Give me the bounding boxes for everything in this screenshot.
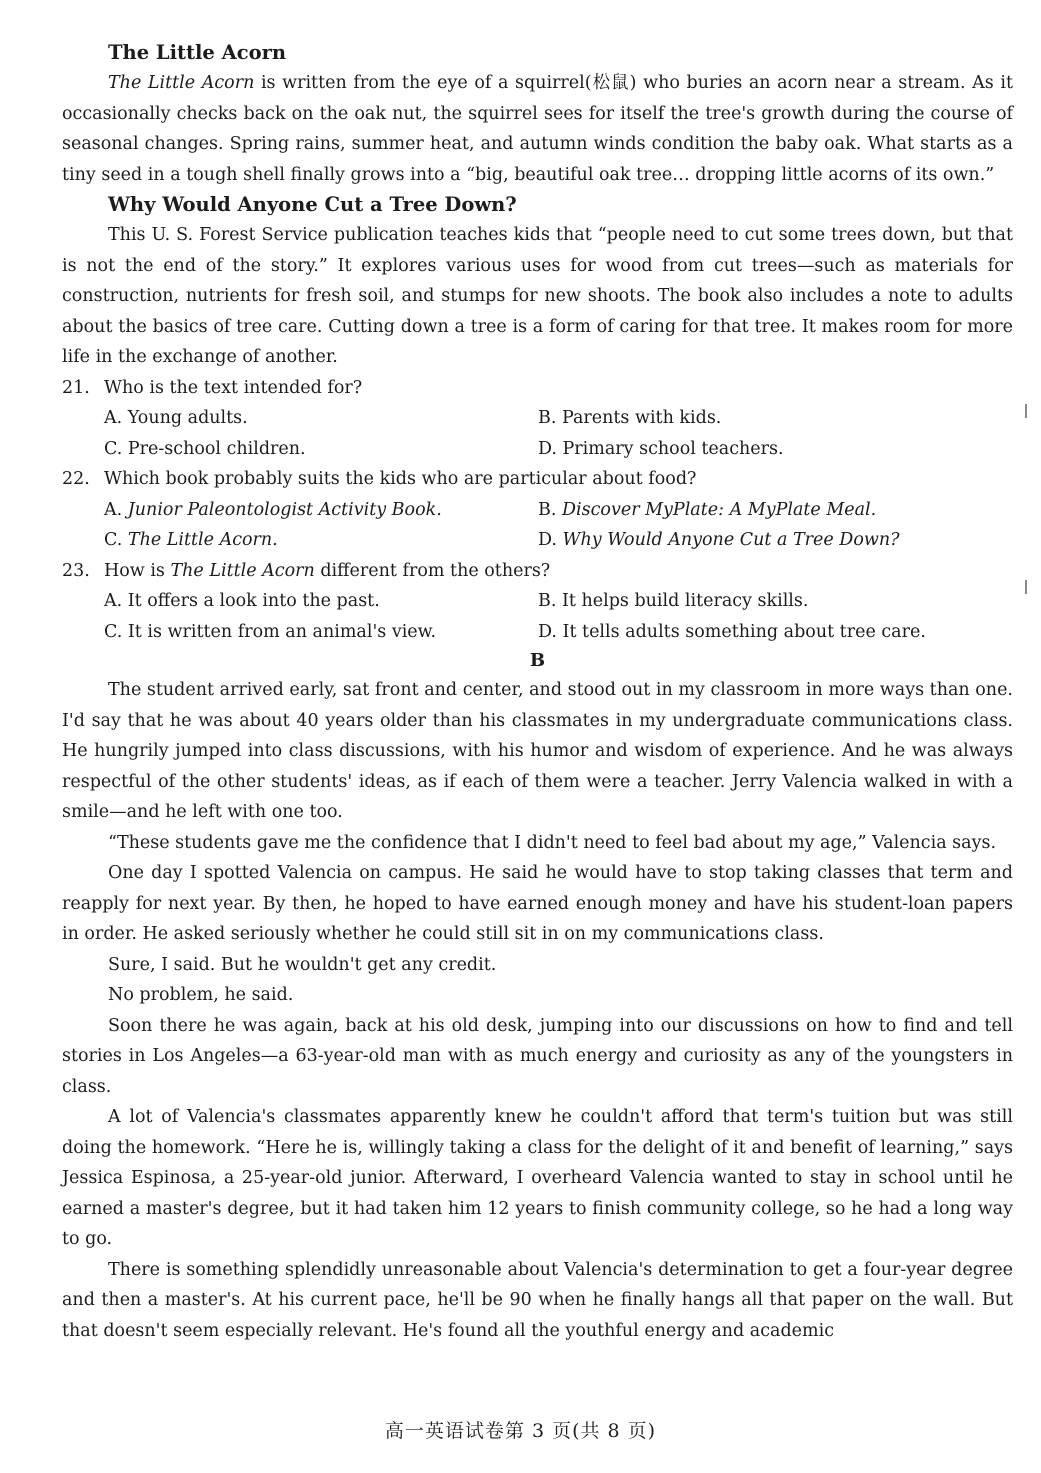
passage-b-paragraph: The student arrived early, sat front and center, and stood out in my classroom in more ways than one. I'd say that he was about 40 years older than his classmates in my undergraduate communications class. He hungrily jumped into class discussions, with his humor and wisdom of experience. And he was always respectful of the other students' ideas, as if each of them were a teacher. Jerry Valencia walked in with a smile—and he left with one too. [62, 680, 1013, 822]
question-number: 21. [62, 377, 90, 398]
question-stem: Which book probably suits the kids who are particular about food? [104, 469, 697, 489]
option-text: The Little Acorn. [127, 530, 278, 550]
question-23 [62, 556, 1013, 587]
book-description-cut-tree: This U. S. Forest Service publication teaches kids that “people need to cut some trees down, but that is not the end of the story.” It explores various uses for wood from cut trees—such as materials for construction, nutrients for fresh soil, and stumps for new shoots. The book also includes a note to adults about the basics of tree care. Cutting down a tree is a form of caring for that tree. It makes room for more life in the exchange of another. [62, 225, 1013, 367]
stem-book-title: The Little Acorn [170, 560, 315, 581]
question-22-options [62, 495, 1013, 556]
option-letter: A. [104, 499, 128, 520]
option-d[interactable]: D. Primary school teachers. [538, 438, 784, 459]
passage-b-paragraph: Sure, I said. But he wouldn't get any credit. [108, 954, 497, 975]
option-text: Junior Paleontologist Activity Book. [127, 499, 442, 520]
option-letter: D. [538, 530, 563, 550]
question-22 [62, 464, 1013, 495]
question-stem [104, 556, 550, 587]
option-a[interactable]: A. Young adults. [104, 408, 248, 428]
option-text: Why Would Anyone Cut a Tree Down? [562, 530, 900, 550]
book-title-cut-tree: Why Would Anyone Cut a Tree Down? [108, 193, 517, 216]
question-23-options [62, 586, 1013, 647]
stem-part: How is [104, 560, 171, 581]
option-b[interactable]: B. Parents with kids. [538, 408, 722, 428]
question-number: 22. [62, 469, 90, 489]
option-b[interactable] [538, 495, 1013, 526]
passage-b-paragraph: There is something splendidly unreasonable about Valencia's determination to get a four-year degree and then a master's. At his current pace, he'll be 90 when he finally hangs all that paper on the wall. But that doesn't seem especially relevant. He's found all the youthful energy and academic [62, 1259, 1013, 1341]
option-c[interactable] [104, 525, 538, 556]
option-letter: C. [104, 530, 128, 550]
question-stem: Who is the text intended for? [104, 377, 363, 398]
option-d[interactable]: D. It tells adults something about tree care. [538, 621, 926, 642]
question-21 [62, 373, 1013, 404]
passage-b-paragraph: A lot of Valencia's classmates apparently knew he couldn't afford that term's tuition but was still doing the homework. “Here he is, willingly taking a class for the delight of it and benefit of learning,” says Jessica Espinosa, a 25-year-old junior. Afterward, I overheard Valencia wanted to stay in school until he earned a master's degree, but it had taken him 12 years to finish community college, so he had a long way to go. [62, 1107, 1013, 1249]
stem-part: different from the others? [314, 560, 551, 581]
option-d[interactable] [538, 525, 1013, 556]
book-description-text: is written from the eye of a squirrel(松鼠) who buries an acorn near a stream. As it occasionally checks back on the oak nut, the squirrel sees for itself the tree's growth during the course of seasonal changes. Spring rains, summer heat, and autumn winds condition the baby oak. What starts as a tiny seed in a tough shell finally grows into a “big, beautiful oak tree… dropping little acorns of its own.” [62, 73, 1013, 185]
option-c[interactable]: C. It is written from an animal's view. [104, 621, 437, 642]
margin-mark [1025, 580, 1027, 594]
margin-mark [1025, 404, 1027, 418]
question-number: 23. [62, 560, 90, 581]
passage-b-paragraph: No problem, he said. [108, 985, 294, 1005]
option-b[interactable]: B. It helps build literacy skills. [538, 591, 809, 611]
option-c[interactable]: C. Pre-school children. [104, 438, 306, 459]
option-letter: B. [538, 499, 562, 520]
option-a[interactable] [104, 495, 538, 526]
option-text: Discover MyPlate: A MyPlate Meal. [562, 499, 877, 520]
question-21-options [62, 403, 1013, 464]
book-title-inline: The Little Acorn [108, 73, 255, 93]
passage-b-paragraph: Soon there he was again, back at his old desk, jumping into our discussions on how to find and tell stories in Los Angeles—a 63-year-old man with as much energy and curiosity as any of the youngsters in class. [62, 1015, 1013, 1097]
book-title-little-acorn: The Little Acorn [108, 41, 287, 64]
page-footer: 高一英语试卷第 3 页(共 8 页) [384, 1420, 657, 1442]
passage-b-paragraph: One day I spotted Valencia on campus. He said he would have to stop taking classes that term and reapply for next year. By then, he hoped to have earned enough money and have his student-loan papers in order. He asked seriously whether he could still sit in on my communications class. [62, 863, 1013, 944]
book-description-little-acorn [62, 68, 1013, 190]
section-label-b: B [529, 650, 546, 671]
passage-b-paragraph: “These students gave me the confidence that I didn't need to feel bad about my age,” Valencia says. [108, 832, 997, 853]
option-a[interactable]: A. It offers a look into the past. [104, 591, 380, 611]
